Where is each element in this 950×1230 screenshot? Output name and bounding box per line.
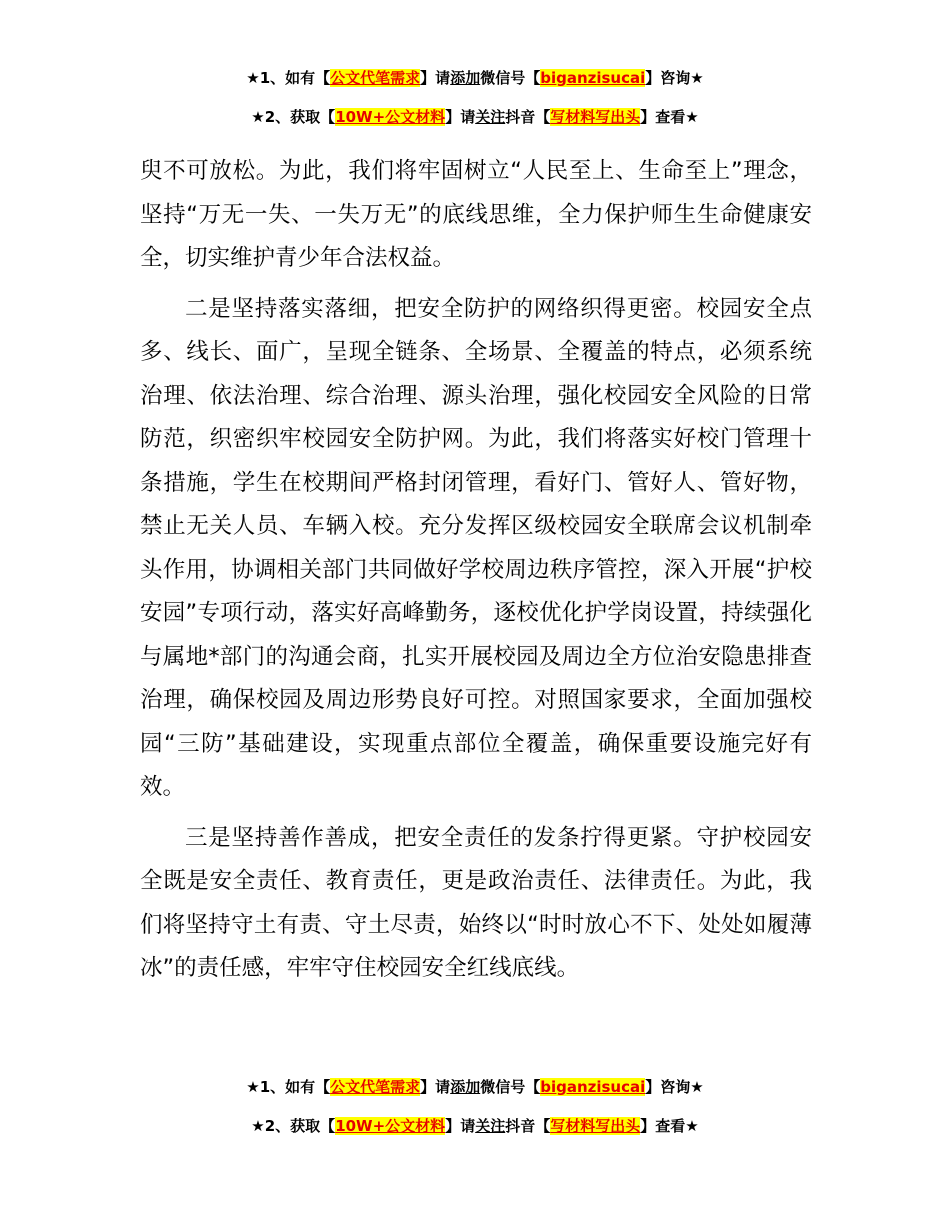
footer-banner-line-2 xyxy=(0,1114,950,1138)
footer-banner-line-1 xyxy=(0,1075,950,1099)
banner-text: 抖音【 xyxy=(505,108,551,126)
highlight-douyin-account: 写材料写出头 xyxy=(550,1117,641,1135)
banner-text: 】查看★ xyxy=(640,108,699,126)
paragraph-point-two: 二是坚持落实落细，把安全防护的网络织得更密。校园安全点多、线长、面广，呈现全链条、全场景、全覆盖的特点，必须系统治理、依法治理、综合治理、源头治理，强化校园安全风险的日常防范，织密织牢校园安全防护网。为此，我们将落实好校门管理十条措施，学生在校期间严格封闭管理，看好门、管好人、管好物，禁止无关人员、车辆入校。充分发挥区级校园安全联席会议机制牵头作用，协调相关部门共同做好学校周边秩序管控，深入开展“护校安园”专项行动，落实好高峰勤务，逐校优化护学岗设置，持续强化与属地*部门的沟通会商，扎实开展校园及周边全方位治安隐患排查治理，确保校园及周边形势良好可控。对照国家要求，全面加强校园“三防”基础建设，实现重点部位全覆盖，确保重要设施完好有效。 xyxy=(140,295,812,800)
underlined-word: 关注 xyxy=(475,108,506,126)
highlight-douyin-account: 写材料写出头 xyxy=(550,108,641,126)
banner-text: 】请 xyxy=(445,108,476,126)
highlight-wechat-id: biganzisucai xyxy=(540,69,646,87)
underlined-word: 添加 xyxy=(450,69,481,87)
banner-text: ★1、如有【 xyxy=(246,1078,331,1096)
highlight-materials: 10W+公文材料 xyxy=(335,108,446,126)
banner-text: 抖音【 xyxy=(505,1117,551,1135)
header-banner-line-1 xyxy=(0,66,950,90)
banner-text: ★1、如有【 xyxy=(246,69,331,87)
highlight-service: 公文代笔需求 xyxy=(330,69,421,87)
banner-text: 】请 xyxy=(445,1117,476,1135)
highlight-service: 公文代笔需求 xyxy=(330,1078,421,1096)
document-body xyxy=(140,150,812,998)
header-banner-line-2 xyxy=(0,105,950,129)
highlight-wechat-id: biganzisucai xyxy=(540,1078,646,1096)
banner-text: 】请 xyxy=(420,69,451,87)
banner-text: ★2、获取【 xyxy=(251,108,336,126)
banner-text: 】请 xyxy=(420,1078,451,1096)
banner-text: 】咨询★ xyxy=(645,69,704,87)
underlined-word: 关注 xyxy=(475,1117,506,1135)
banner-text: 微信号【 xyxy=(480,1078,541,1096)
highlight-materials: 10W+公文材料 xyxy=(335,1117,446,1135)
banner-text: 】查看★ xyxy=(640,1117,699,1135)
underlined-word: 添加 xyxy=(450,1078,481,1096)
paragraph-point-three: 三是坚持善作善成，把安全责任的发条拧得更紧。守护校园安全既是安全责任、教育责任，更是政治责任、法律责任。为此，我们将坚持守土有责、守土尽责，始终以“时时放心不下、处处如履薄冰”的责任感，牢牢守住校园安全红线底线。 xyxy=(140,824,812,981)
banner-text: ★2、获取【 xyxy=(251,1117,336,1135)
paragraph-continuation: 臾不可放松。为此，我们将牢固树立“人民至上、生命至上”理念，坚持“万无一失、一失万无”的底线思维，全力保护师生生命健康安全，切实维护青少年合法权益。 xyxy=(140,158,812,271)
banner-text: 微信号【 xyxy=(480,69,541,87)
banner-text: 】咨询★ xyxy=(645,1078,704,1096)
